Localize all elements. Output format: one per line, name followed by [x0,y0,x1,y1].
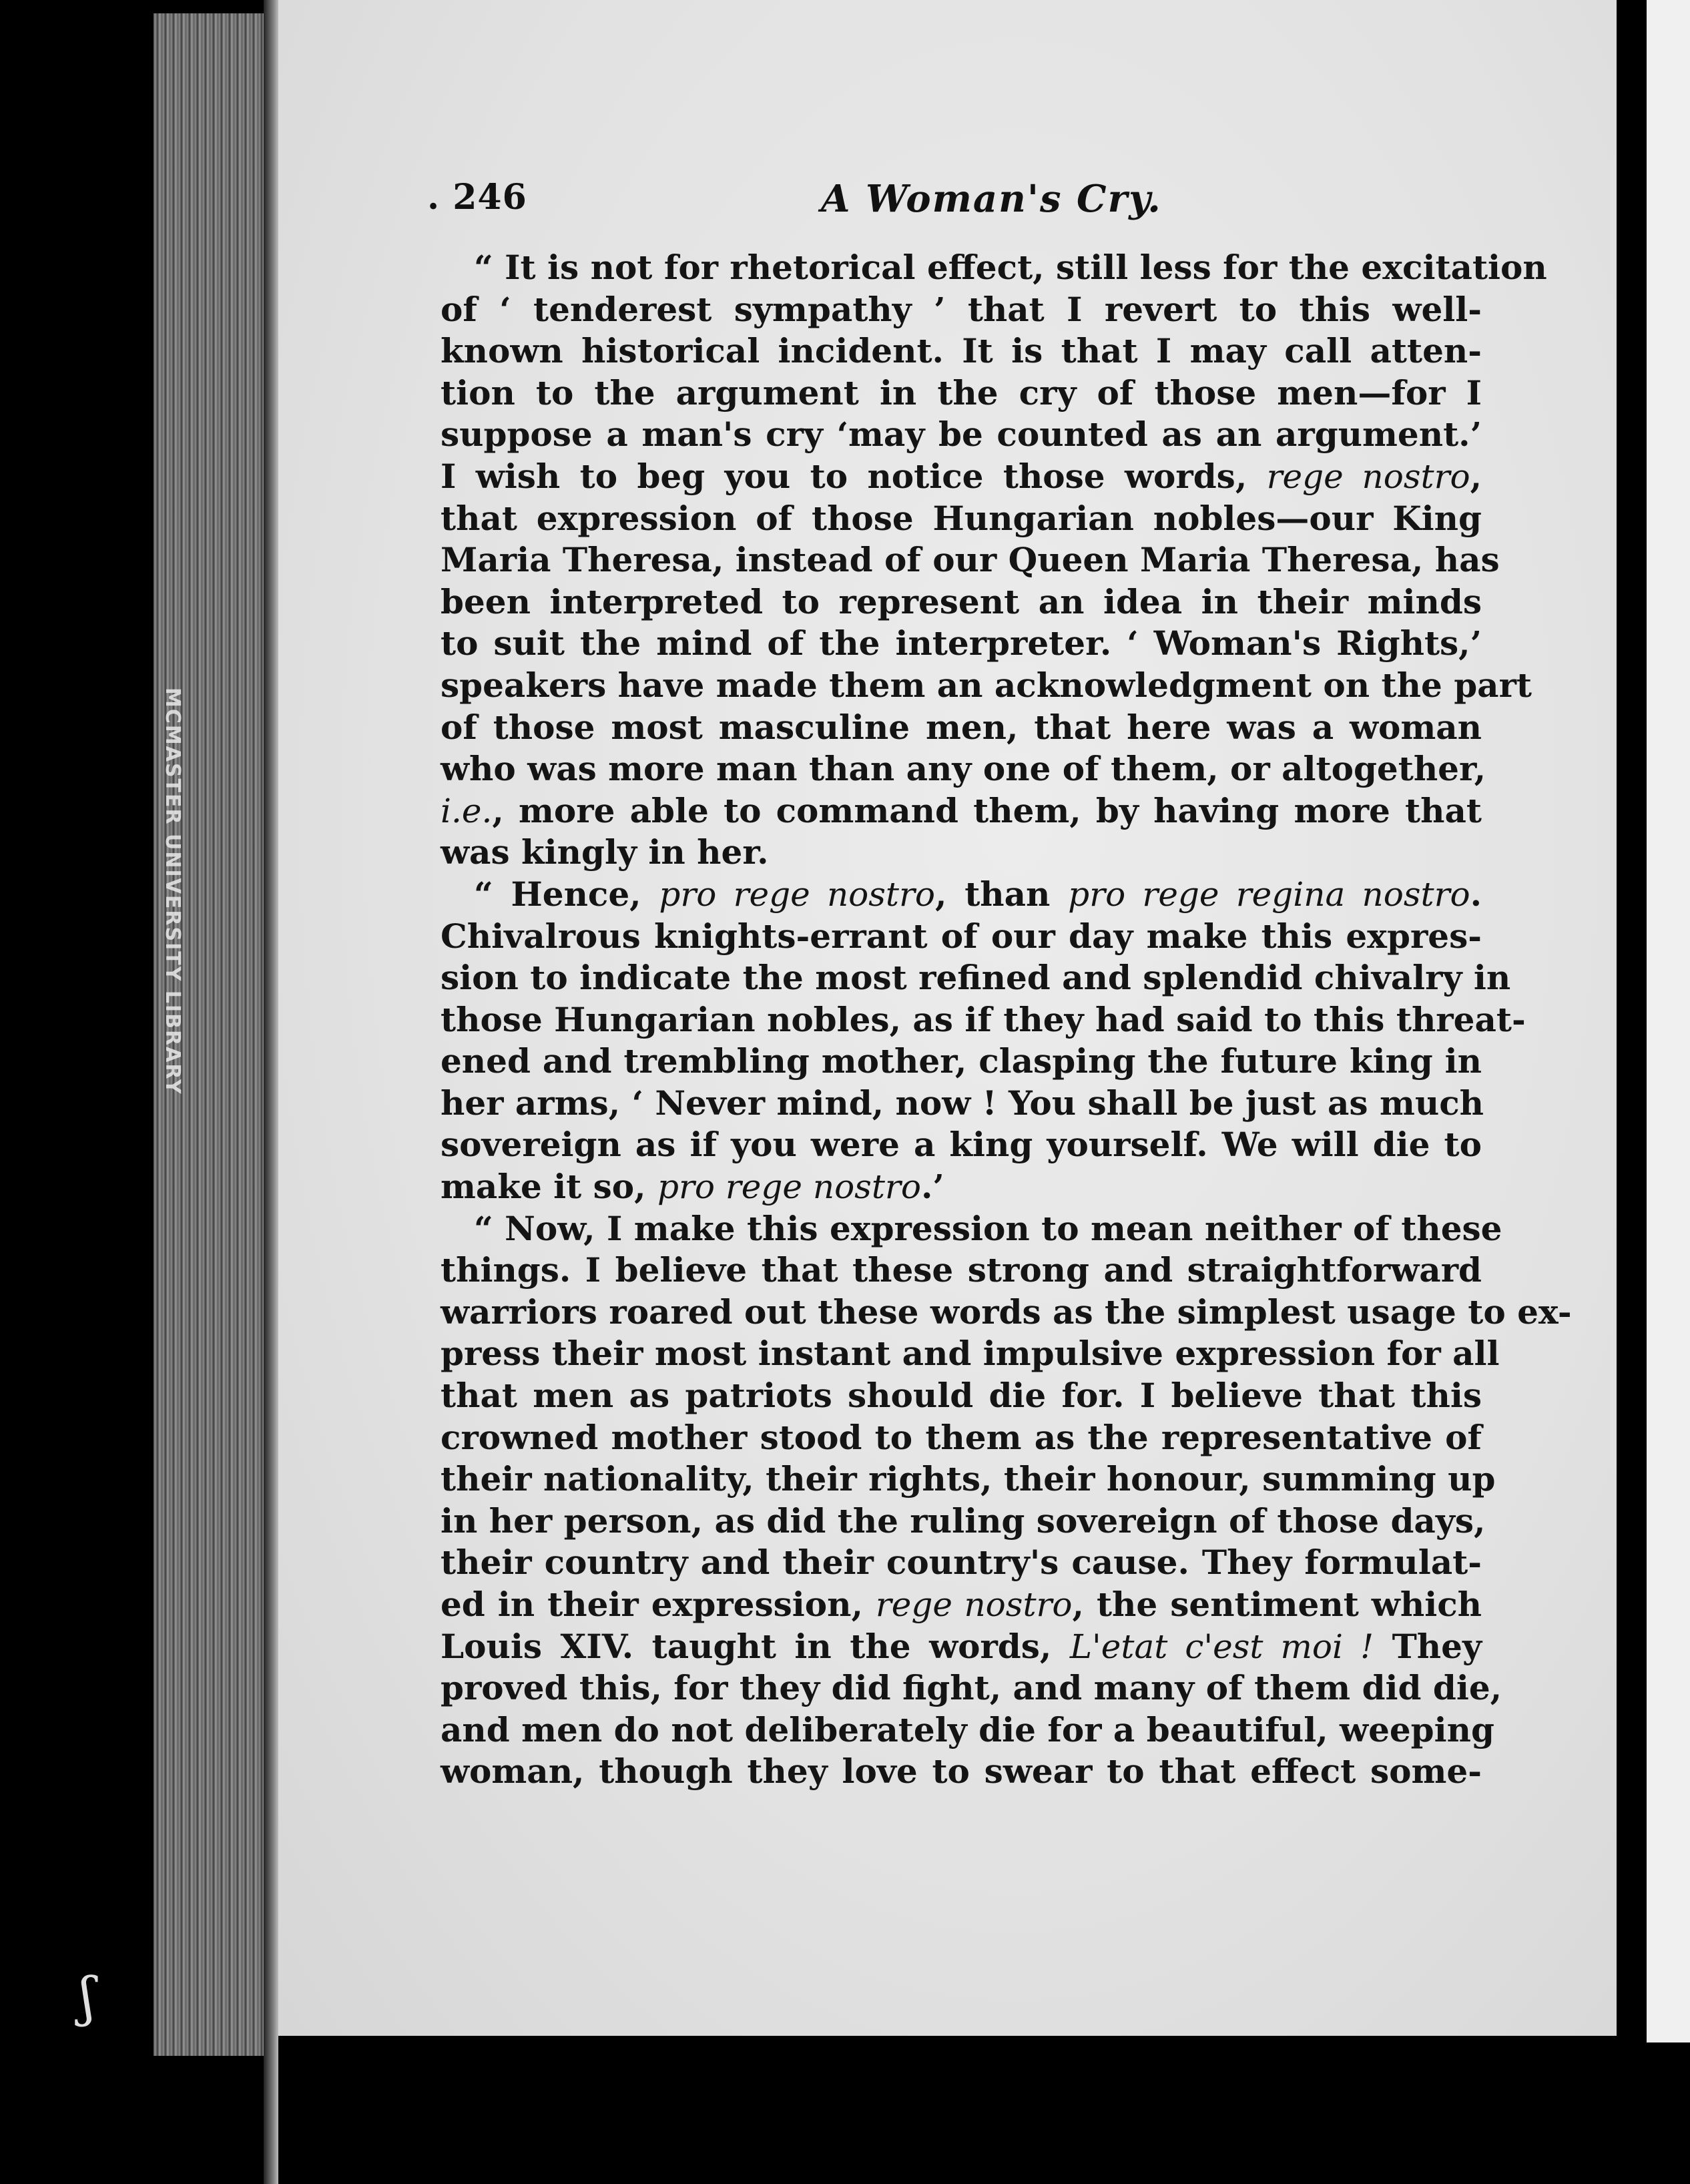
text-span: make it so, [441,1167,657,1207]
text-span: in her person, as did the ruling sovereign of those days, [441,1500,1486,1541]
text-span: ed in their expression, [441,1585,876,1624]
text-line [441,1041,1482,1083]
text-span: speakers have made them an acknowledgment on the part [441,665,1532,705]
body-text [441,247,1572,1793]
running-title: A Woman's Cry. [821,177,1162,221]
text-span: press their most instant and impulsive expression for all [441,1334,1500,1374]
text-line [441,832,1482,874]
italic-text: rege nostro [875,1585,1073,1624]
text-span: warriors roared out these words as the simplest usage to ex- [441,1292,1572,1332]
text-line [441,790,1482,832]
text-span: who was more man than any one of them, or altogether, [441,749,1486,789]
text-span: suppose a man's cry ‘may be counted as an argument.’ [441,415,1482,455]
italic-text: pro rege regina nostro [1068,874,1470,914]
italic-text: i.e. [441,791,493,830]
text-line [441,456,1482,498]
text-line [441,539,1500,581]
text-line [441,1375,1482,1417]
text-span: Louis XIV. taught in the words, [441,1626,1070,1666]
gutter [264,0,278,2184]
library-stamp: MCMASTER UNIVERSITY LIBRARY [161,688,184,1095]
text-span: “ It is not for rhetorical effect, still less for the excitation [474,248,1547,287]
text-line [441,1250,1482,1292]
text-line [441,414,1482,456]
text-line [441,999,1526,1041]
text-span: her arms, ‘ Never mind, now ! You shall be just as much [441,1083,1484,1123]
text-span: Chivalrous knights-errant of our day make this expres- [441,916,1482,956]
text-span: things. I believe that these strong and straightforward [441,1250,1482,1290]
text-span: their country and their country's cause. They formulat- [441,1543,1482,1583]
text-line [441,1709,1494,1751]
text-line [441,289,1482,331]
text-line [441,581,1482,623]
text-line [441,957,1511,999]
italic-text: rege nostro [1266,457,1470,496]
text-line [441,665,1532,707]
text-span: , than [935,874,1069,914]
text-span: . [1470,874,1482,914]
text-line [441,1667,1502,1709]
text-span: , more able to command them, by having more that [492,790,1482,830]
text-line [441,1626,1482,1668]
text-line [441,330,1482,372]
page-number: . 246 [427,177,527,218]
text-line [441,1292,1572,1334]
text-span: .’ [920,1167,944,1207]
text-span: woman, though they love to swear to that effect some- [441,1751,1482,1792]
text-line [441,1417,1482,1459]
text-span: “ Now, I make this expression to mean neither of these [474,1208,1502,1248]
italic-text: L'etat c'est moi ! [1069,1627,1374,1666]
page-bottom-background [278,2036,1640,2184]
text-span: known historical incident. It is that I may call atten- [441,331,1482,371]
text-span: , [1470,456,1482,496]
margin-mark: ʃ [80,1966,95,2028]
text-line [441,247,1547,289]
text-line [441,1542,1482,1584]
text-span: that expression of those Hungarian nobles—our King [441,498,1482,538]
text-span: sovereign as if you were a king yourself. We will die to [441,1125,1482,1165]
text-span: those Hungarian nobles, as if they had said to this threat- [441,999,1526,1039]
text-span: I wish to beg you to notice those words, [441,456,1267,496]
text-span: crowned mother stood to them as the representative of [441,1417,1482,1457]
running-header [427,177,1495,230]
text-line [441,1166,1482,1208]
text-line [441,1208,1502,1250]
text-span: of ‘ tenderest sympathy ’ that I revert to this well- [441,289,1482,329]
text-span: They [1374,1626,1482,1666]
text-span: Maria Theresa, instead of our Queen Maria Theresa, has [441,540,1500,580]
text-line [441,1500,1486,1543]
text-line [441,748,1486,790]
text-line [441,916,1482,958]
text-span: was kingly in her. [441,832,769,872]
text-line [441,1751,1482,1793]
text-span: , the sentiment which [1072,1585,1482,1624]
text-line [441,1333,1500,1375]
text-line [441,498,1482,540]
text-line [441,707,1482,749]
text-line [441,874,1482,916]
text-line [441,1124,1482,1166]
text-line [441,372,1482,415]
text-line [441,1584,1482,1626]
text-span: proved this, for they did fight, and many of them did die, [441,1668,1502,1708]
text-span: and men do not deliberately die for a beautiful, weeping [441,1709,1494,1749]
text-line [441,1458,1496,1500]
text-span: their nationality, their rights, their honour, summing up [441,1459,1496,1499]
text-span: tion to the argument in the cry of those men—for I [441,372,1482,413]
text-span: ened and trembling mother, clasping the future king in [441,1041,1482,1081]
text-span: sion to indicate the most refined and splendid chivalry in [441,958,1511,998]
italic-text: pro rege nostro [657,1167,921,1207]
text-span: of those most masculine men, that here was a woman [441,707,1482,747]
text-span: “ Hence, [474,874,659,914]
text-line [441,623,1482,665]
text-line [441,1083,1482,1125]
text-span: to suit the mind of the interpreter. ‘ Woman's Rights,’ [441,623,1482,663]
facing-page-strip [1617,0,1690,2184]
italic-text: pro rege nostro [659,874,936,914]
text-span: that men as patriots should die for. I believe that this [441,1376,1482,1416]
text-span: been interpreted to represent an idea in their minds [441,581,1482,621]
